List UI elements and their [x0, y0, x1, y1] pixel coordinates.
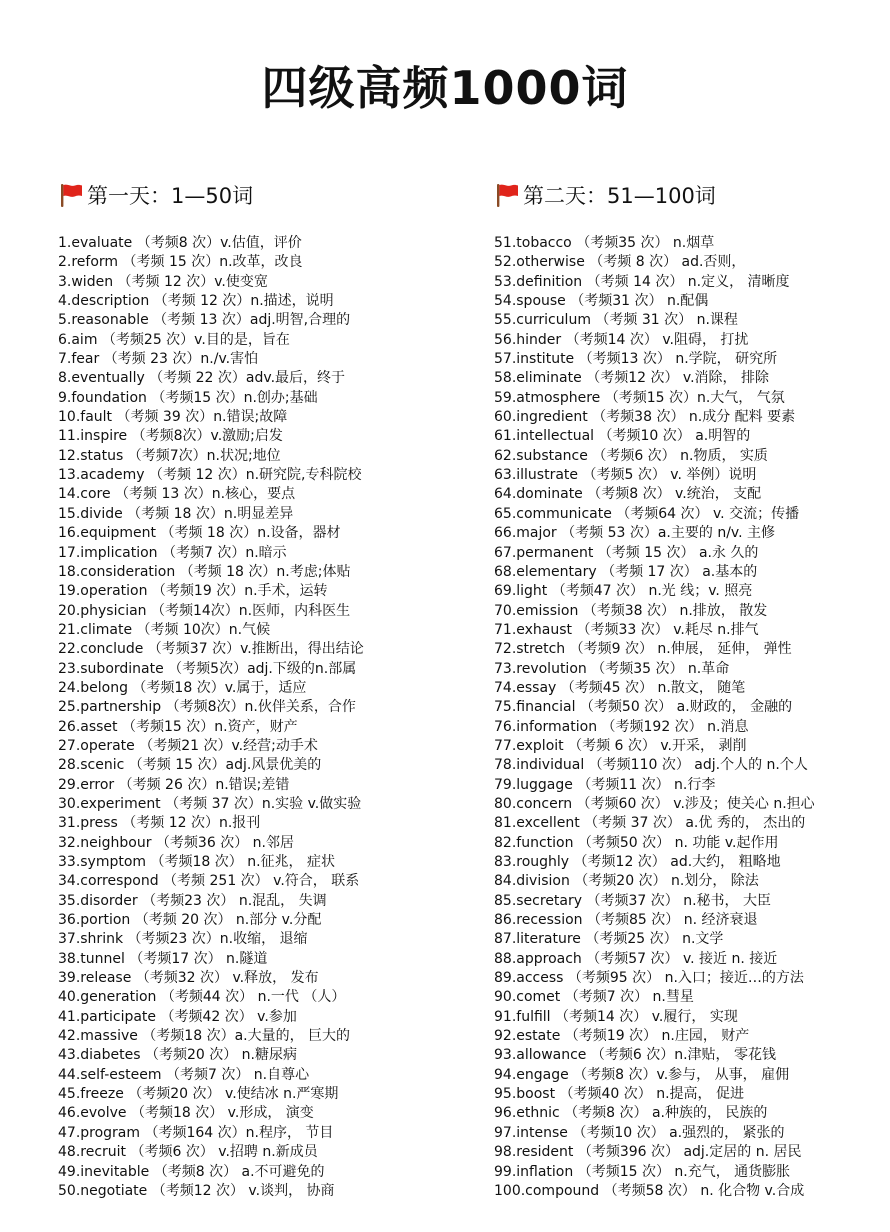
vocab-item: 18.consideration （考频 18 次）n.考虑;体贴 [58, 563, 351, 580]
vocab-item: 85.secretary （考频37 次） n.秘书， 大臣 [494, 892, 771, 909]
vocab-item: 71.exhaust （考频33 次） v.耗尽 n.排气 [494, 621, 759, 638]
day-one-column [58, 180, 468, 1201]
vocab-item: 34.correspond （考频 251 次） v.符合， 联系 [58, 873, 360, 890]
vocab-item: 77.exploit （考频 6 次） v.开采， 剥削 [494, 737, 747, 754]
vocab-item: 62.substance （考频6 次） n.物质， 实质 [494, 447, 768, 464]
vocab-item: 11.inspire （考频8次）v.激励;启发 [58, 428, 283, 445]
vocab-item: 58.eliminate （考频12 次） v.消除， 排除 [494, 370, 770, 387]
vocab-item: 14.core （考频 13 次）n.核心，要点 [58, 486, 296, 503]
vocab-item: 78.individual （考频110 次） adj.个人的 n.个人 [494, 757, 808, 774]
vocab-item: 4.description （考频 12 次）n.描述，说明 [58, 293, 334, 310]
vocab-item: 57.institute （考频13 次） n.学院， 研究所 [494, 351, 778, 368]
vocab-item: 13.academy （考频 12 次）n.研究院,专科院校 [58, 467, 362, 484]
vocab-item: 80.concern （考频60 次） v.涉及；使关心 n.担心 [494, 795, 815, 812]
red-flag-icon [58, 182, 84, 208]
vocab-item: 48.recruit （考频6 次） v.招聘 n.新成员 [58, 1144, 318, 1161]
vocab-item: 74.essay （考频45 次） n.散文， 随笔 [494, 679, 746, 696]
vocab-item: 27.operate （考频21 次）v.经营;动手术 [58, 737, 318, 754]
day-one-word-list [58, 234, 468, 1201]
vocab-item: 44.self-esteem （考频7 次） n.自尊心 [58, 1066, 310, 1083]
vocab-item: 1.evaluate （考频8 次）v.估值，评价 [58, 235, 302, 251]
day-two-heading-text: 第二天：51—100词 [523, 184, 716, 208]
vocab-item: 99.inflation （考频15 次） n.充气， 通货膨胀 [494, 1163, 791, 1180]
vocab-item: 31.press （考频 12 次）n.报刊 [58, 815, 261, 832]
vocab-item: 95.boost （考频40 次） n.提高， 促进 [494, 1086, 745, 1103]
vocab-item: 5.reasonable （考频 13 次）adj.明智,合理的 [58, 312, 351, 329]
vocab-item: 40.generation （考频44 次） n.一代 （人） [58, 989, 346, 1006]
vocab-item: 56.hinder （考频14 次） v.阻碍， 打扰 [494, 331, 749, 348]
vocab-item: 100.compound （考频58 次） n. 化合物 v.合成 [494, 1182, 805, 1199]
vocab-item: 39.release （考频32 次） v.释放， 发布 [58, 970, 319, 987]
vocab-item: 65.communicate （考频64 次） v. 交流；传播 [494, 505, 800, 522]
vocab-item: 46.evolve （考频18 次） v.形成， 演变 [58, 1105, 314, 1122]
vocab-item: 16.equipment （考频 18 次）n.设备，器材 [58, 525, 341, 542]
vocab-item: 32.neighbour （考频36 次） n.邻居 [58, 834, 294, 851]
vocab-item: 67.permanent （考频 15 次） a.永 久的 [494, 544, 759, 561]
day-two-heading [494, 180, 890, 210]
vocab-item: 54.spouse （考频31 次） n.配偶 [494, 293, 709, 310]
vocab-item: 53.definition （考频 14 次） n.定义， 清晰度 [494, 273, 790, 290]
vocab-item: 6.aim （考频25 次）v.目的是，旨在 [58, 331, 290, 348]
vocab-item: 7.fear （考频 23 次）n./v.害怕 [58, 351, 259, 368]
vocab-item: 23.subordinate （考频5次）adj.下级的n.部属 [58, 660, 357, 677]
vocab-item: 15.divide （考频 18 次）n.明显差异 [58, 505, 294, 522]
vocab-item: 97.intense （考频10 次） a.强烈的， 紧张的 [494, 1124, 785, 1141]
vocab-item: 72.stretch （考频9 次） n.伸展， 延伸， 弹性 [494, 641, 792, 658]
vocab-item: 76.information （考频192 次） n.消息 [494, 718, 749, 735]
vocab-item: 63.illustrate （考频5 次） v. 举例）说明 [494, 467, 757, 484]
vocab-item: 33.symptom （考频18 次） n.征兆， 症状 [58, 854, 335, 870]
vocab-item: 25.partnership （考频8次）n.伙伴关系，合作 [58, 699, 356, 716]
day-two-word-list [494, 234, 890, 1201]
vocab-item: 21.climate （考频 10次）n.气候 [58, 621, 271, 638]
vocab-item: 93.allowance （考频6 次）n.津贴， 零花钱 [494, 1047, 776, 1064]
vocab-item: 55.curriculum （考频 31 次） n.课程 [494, 312, 738, 329]
vocab-item: 20.physician （考频14次）n.医师，内科医生 [58, 602, 351, 619]
vocab-item: 68.elementary （考频 17 次） a.基本的 [494, 563, 758, 580]
vocab-item: 91.fulfill （考频14 次） v.履行， 实现 [494, 1008, 738, 1025]
vocab-item: 51.tobacco （考频35 次） n.烟草 [494, 235, 715, 251]
vocab-item: 81.excellent （考频 37 次） a.优 秀的， 杰出的 [494, 815, 806, 832]
vocab-item: 43.diabetes （考频20 次） n.糖尿病 [58, 1047, 298, 1064]
vocab-item: 42.massive （考频18 次）a.大量的， 巨大的 [58, 1028, 351, 1045]
vocab-item: 75.financial （考频50 次） a.财政的， 金融的 [494, 699, 793, 716]
vocab-item: 8.eventually （考频 22 次）adv.最后，终于 [58, 370, 346, 387]
vocab-item: 28.scenic （考频 15 次）adj.风景优美的 [58, 757, 322, 774]
vocab-item: 83.roughly （考频12 次） ad.大约， 粗略地 [494, 854, 781, 870]
vocab-item: 82.function （考频50 次） n. 功能 v.起作用 [494, 834, 779, 851]
vocab-item: 22.conclude （考频37 次）v.推断出，得出结论 [58, 641, 364, 658]
vocab-item: 66.major （考频 53 次）a.主要的 n/v. 主修 [494, 525, 776, 542]
day-one-heading [58, 180, 468, 210]
vocab-item: 50.negotiate （考频12 次） v.谈判， 协商 [58, 1182, 335, 1199]
vocab-item: 12.status （考频7次）n.状况;地位 [58, 447, 281, 464]
vocab-item: 59.atmosphere （考频15 次）n.大气， 气氛 [494, 389, 785, 406]
vocab-item: 35.disorder （考频23 次） n.混乱， 失调 [58, 892, 327, 909]
vocab-item: 19.operation （考频19 次）n.手术，运转 [58, 583, 328, 600]
vocab-item: 52.otherwise （考频 8 次） ad.否则， [494, 254, 746, 271]
vocab-item: 17.implication （考频7 次）n.暗示 [58, 544, 287, 561]
vocab-item: 36.portion （考频 20 次） n.部分 v.分配 [58, 912, 322, 929]
vocab-item: 94.engage （考频8 次）v.参与， 从事， 雇佣 [494, 1066, 790, 1083]
vocab-item: 90.comet （考频7 次） n.彗星 [494, 989, 694, 1006]
vocab-item: 37.shrink （考频23 次）n.收缩， 退缩 [58, 931, 308, 948]
vocab-item: 26.asset （考频15 次）n.资产，财产 [58, 718, 298, 735]
page-title: 四级高频1000词 [261, 61, 629, 115]
vocab-item: 30.experiment （考频 37 次）n.实验 v.做实验 [58, 795, 362, 812]
vocab-item: 92.estate （考频19 次） n.庄园， 财产 [494, 1028, 750, 1045]
vocab-item: 86.recession （考频85 次） n. 经济衰退 [494, 912, 758, 929]
vocab-item: 64.dominate （考频8 次） v.统治， 支配 [494, 486, 762, 503]
day-one-heading-text: 第一天：1—50词 [87, 184, 254, 208]
vocab-item: 70.emission （考频38 次） n.排放， 散发 [494, 602, 768, 619]
day-two-column [494, 180, 890, 1201]
vocab-item: 73.revolution （考频35 次） n.革命 [494, 660, 730, 677]
red-flag-icon [494, 182, 520, 208]
vocab-item: 89.access （考频95 次） n.入口；接近…的方法 [494, 970, 804, 987]
vocab-item: 10.fault （考频 39 次）n.错误;故障 [58, 409, 288, 426]
vocab-item: 2.reform （考频 15 次）n.改革，改良 [58, 254, 303, 271]
vocab-item: 47.program （考频164 次）n.程序， 节目 [58, 1124, 334, 1141]
vocab-item: 45.freeze （考频20 次） v.使结冰 n.严寒期 [58, 1086, 339, 1103]
vocab-item: 41.participate （考频42 次） v.参加 [58, 1008, 297, 1025]
vocab-item: 24.belong （考频18 次）v.属于，适应 [58, 679, 307, 696]
vocab-item: 3.widen （考频 12 次）v.使变宽 [58, 273, 268, 290]
vocab-item: 60.ingredient （考频38 次） n.成分 配料 要素 [494, 409, 796, 426]
vocab-item: 79.luggage （考频11 次） n.行李 [494, 776, 716, 793]
vocab-item: 38.tunnel （考频17 次） n.隧道 [58, 950, 268, 967]
vocab-item: 69.light （考频47 次） n.光 线；v. 照亮 [494, 583, 753, 600]
vocab-item: 9.foundation （考频15 次）n.创办;基础 [58, 389, 318, 406]
vocab-item: 96.ethnic （考频8 次） a.种族的， 民族的 [494, 1105, 768, 1122]
vocab-item: 98.resident （考频396 次） adj.定居的 n. 居民 [494, 1144, 802, 1161]
vocab-item: 61.intellectual （考频10 次） a.明智的 [494, 428, 751, 445]
vocab-item: 84.division （考频20 次） n.划分， 除法 [494, 873, 759, 890]
vocab-item: 49.inevitable （考频8 次） a.不可避免的 [58, 1163, 325, 1180]
vocab-item: 88.approach （考频57 次） v. 接近 n. 接近 [494, 950, 778, 967]
vocab-item: 29.error （考频 26 次）n.错误;差错 [58, 776, 290, 793]
vocab-item: 87.literature （考频25 次） n.文学 [494, 931, 724, 948]
